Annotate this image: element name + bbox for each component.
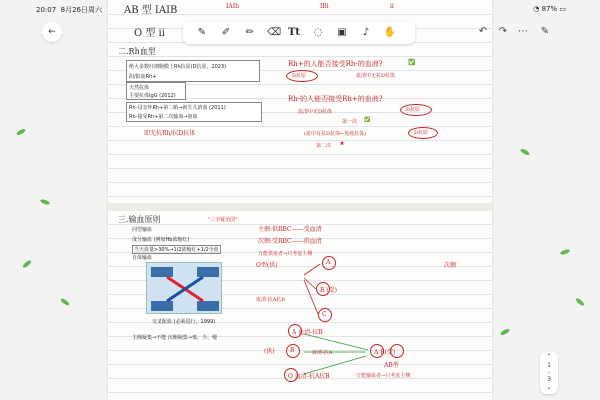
donor-b-label: B <box>290 347 295 354</box>
edit-icon[interactable]: ✎ <box>540 26 550 37</box>
rh-box-line: 绝大多数红细胞膜上Rh抗原(D抗原，2023) <box>129 64 227 70</box>
transfusion-item: 自体输血 <box>132 255 153 261</box>
total-pages: 3 <box>547 376 551 383</box>
agglutination-note: 主侧凝集→不能 次侧凝集→慎、少、慢 <box>132 335 217 341</box>
rh-box-line: Rh-接受Rh+第二次输血→溶血 <box>129 114 198 120</box>
type-b-receiver: B (受) <box>320 287 337 294</box>
leaf-decoration <box>500 328 511 336</box>
transfusion-item: 当天血量>30%→1/2浓缩红+1/2全血 <box>134 247 219 253</box>
status-time-date <box>36 5 102 15</box>
donor-label: (供) <box>264 348 275 355</box>
rh-box-line: Rh-母亲怀Rh+第二胎→新生儿溶血 (2011) <box>129 105 226 111</box>
battery-icon: ▭ <box>559 5 566 13</box>
rh-first-time: 第一次 <box>342 119 358 125</box>
undo-icon[interactable]: ↶ <box>478 26 488 37</box>
leaf-decoration <box>560 248 571 255</box>
redo-icon[interactable]: ↷ <box>498 26 508 37</box>
highlighter-icon[interactable]: ✏ <box>245 27 255 38</box>
rh-answer-2b: D抗原 <box>406 107 421 113</box>
transfusion-title: 三.输血原则 <box>118 215 161 224</box>
sub-side-rule: 次侧:受RBC——供血清 <box>258 238 322 245</box>
rh-box-line: 天然抗体 <box>129 85 150 91</box>
leaf-decoration <box>22 259 32 268</box>
page-down-icon[interactable]: ⌄ <box>546 384 552 391</box>
leaf-decoration <box>520 148 531 156</box>
status-time: 20:07 <box>36 6 57 14</box>
status-right <box>533 5 566 13</box>
serum-anti-a: 血清-抗A <box>312 350 333 356</box>
flow-arrows <box>108 0 492 400</box>
cross-icon: ✖ <box>340 141 345 147</box>
rh-answer-1b: 血清中无抗D抗体 <box>356 73 396 79</box>
rh-box-line: 阴/阳血Rh+ <box>129 74 157 80</box>
eraser-icon[interactable]: ⌫ <box>267 27 282 38</box>
sub-side-label: 次侧 <box>444 262 457 269</box>
leaf-decoration <box>16 128 27 136</box>
page-navigator[interactable] <box>540 352 558 394</box>
type-a-label: A <box>326 259 331 266</box>
main-side-rule: 主侧:供RBC——受血清 <box>258 226 322 233</box>
rh-section-title: 二.Rh血型 <box>118 47 156 56</box>
rh-question-2: Rh-的人能否接受Rh+的血液? <box>288 95 383 103</box>
universal-donor-note: 万能供血者→只考虑主侧 <box>258 251 313 257</box>
rh-note: 即无抗Rh/抗D抗体 <box>144 130 196 137</box>
pen-icon[interactable]: ✎ <box>197 27 207 38</box>
text-tool-icon[interactable]: Tt <box>287 27 301 38</box>
transfusion-item: 成分输血 (例如Hb浓缩红) <box>132 237 190 243</box>
leaf-decoration <box>40 198 51 205</box>
check-icon: ✅ <box>364 117 371 123</box>
leaf-decoration <box>60 297 70 306</box>
more-icon[interactable]: ⋯ <box>518 26 528 37</box>
page-separator: - <box>547 369 551 376</box>
ab-type-label: AB型 <box>384 362 399 369</box>
transfusion-top-note: "三全疑治国" <box>208 217 238 223</box>
ab-type-heading: AB 型 IAIB <box>124 5 178 16</box>
leaf-decoration <box>575 297 585 306</box>
o-type-heading: O 型 ii <box>134 28 165 39</box>
serum-a-label: A 血清-抗B <box>292 329 323 336</box>
rh-box-line: 主要抗体IgG (2012) <box>129 93 176 99</box>
page-up-icon[interactable]: ⌃ <box>546 353 552 360</box>
rh-question-1: Rh+的人能否接受Rh-的血液? <box>288 60 383 68</box>
top-right-actions <box>466 21 566 43</box>
marker-icon[interactable]: ✐ <box>221 27 231 38</box>
status-date: 8月26日周六 <box>60 6 103 14</box>
rh-middle-note: (血中有抗D抗体←免疫抗体) <box>304 131 367 137</box>
header-genotype-2: IBi <box>320 3 329 10</box>
o-type-serum: O 血清-抗A抗B <box>288 373 330 380</box>
battery-percent: 87% <box>541 5 558 13</box>
receiver-ab-label: A B(受) <box>374 349 396 356</box>
back-button[interactable]: ← <box>42 22 62 42</box>
header-genotype-1: IAIb <box>226 3 239 10</box>
rh-right-antigen: D抗原 <box>414 130 429 136</box>
rh-second-time: 第二次 <box>316 143 332 149</box>
diagram-caption: 交叉配血 (必须进行，1999) <box>152 319 216 325</box>
anti-ab-serum: 血清-抗A抗B <box>256 297 285 303</box>
o-donor-label: O型(供) <box>256 262 278 269</box>
rh-answer-1a: D抗原 <box>292 73 307 79</box>
rh-answer-2a: 血清中无D抗体 <box>298 109 333 115</box>
universal-receiver-note: 万能输血者→只考虑主侧 <box>356 373 411 379</box>
lasso-icon[interactable]: ◌ <box>313 27 323 38</box>
wifi-icon: ◔ <box>533 5 540 13</box>
image-icon[interactable]: ▣ <box>337 27 347 38</box>
header-genotype-3: ii <box>390 3 394 10</box>
check-icon: ✅ <box>408 59 416 66</box>
note-page[interactable] <box>108 0 492 400</box>
type-c-label: C <box>322 311 327 318</box>
transfusion-item: 同型输血 <box>132 227 153 233</box>
hand-icon[interactable]: ✋ <box>383 27 397 38</box>
microphone-icon[interactable]: ♪ <box>362 27 370 38</box>
drawing-toolbar <box>183 22 415 44</box>
current-page: 1 <box>547 362 551 369</box>
